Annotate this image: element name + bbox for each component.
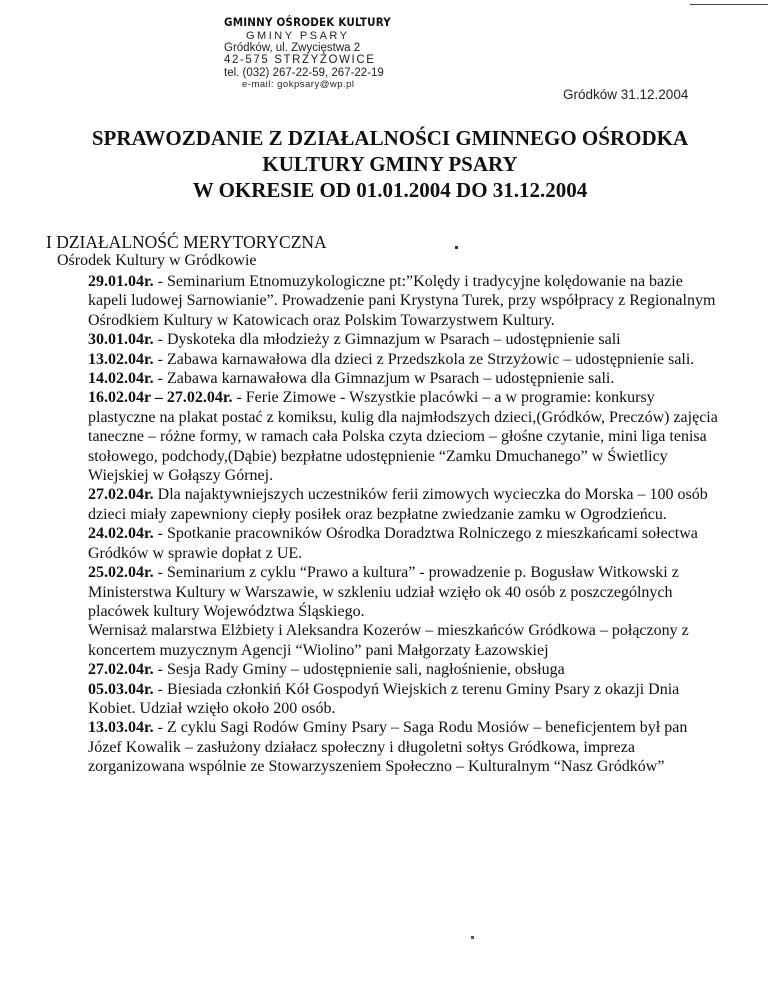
entry-date: 16.02.04r – 27.02.04r. [88, 389, 233, 407]
entry [88, 680, 718, 719]
entry [88, 272, 718, 330]
entry [88, 718, 718, 776]
report-title-line-1: SPRAWOZDANIE Z DZIAŁALNOŚCI GMINNEGO OŚRODKA [91, 126, 689, 150]
letterhead-phone: tel. (032) 267-22-59, 267-22-19 [224, 66, 384, 79]
section-subheading: Ośrodek Kultury w Gródkowie [57, 252, 257, 269]
entry [88, 369, 718, 388]
entry-date: 14.02.04r. [88, 370, 154, 388]
entry-date: 25.02.04r. [88, 564, 154, 582]
entry-date: 05.03.04r. [88, 680, 154, 698]
entry-text: - Seminarium Etnomuzykologiczne pt:”Kolędy i tradycyjne kolędowanie na bazie kapeli ludowej Sarnowianie”. Prowadzenie pani Krystyna Turek, przy współpracy z Regionalnym Ośrodkiem Kultury w Katowicach oraz Polskim Towarzystwem Kultury. [88, 273, 716, 329]
entry-text: - Spotkanie pracowników Ośrodka Doradztwa Rolniczego z mieszkańcami sołectwa Gródków w sprawie dopłat z UE. [88, 525, 698, 562]
entry-text: - Dyskoteka dla młodzieży z Gimnazjum w Psarach – udostępnienie sali [153, 331, 621, 349]
entry-date: 27.02.04r. [88, 486, 154, 504]
entry [88, 330, 718, 349]
entry-date: 30.01.04r. [88, 331, 154, 349]
entry [88, 660, 718, 679]
entry-date: 27.02.04r. [88, 661, 154, 679]
report-title [40, 125, 740, 203]
entry [88, 563, 718, 621]
letterhead-org-name: GMINNY OŚRODEK KULTURY [224, 15, 391, 29]
entry-text: Wernisaż malarstwa Elżbiety i Aleksandra Kozerów – mieszkańców Gródkowa – połączony z koncertem muzycznym Agencji “Wiolino” pani Małgorzaty Łazowskiej [88, 622, 689, 659]
letterhead-city: 42-575 STRZYŻOWICE [224, 54, 376, 66]
place-date: Gródków 31.12.2004 [563, 87, 689, 102]
section-heading: I DZIAŁALNOŚĆ MERYTORYCZNA [46, 232, 327, 252]
entry [88, 388, 718, 485]
letterhead [224, 17, 464, 90]
entry-text: - Seminarium z cyklu “Prawo a kultura” - prowadzenie p. Bogusław Witkowski z Ministerstwa Kultury w Warszawie, w szkleniu udział wzięło ok 40 osób z poszczególnych placówek kultury Województwa Śląskiego. [88, 564, 679, 620]
report-title-line-2: KULTURY GMINY PSARY [262, 152, 518, 176]
entry-text: - Ferie Zimowe - Wszystkie placówki – a w programie: konkursy plastyczne na plakat postać z komiksu, kulig dla najmłodszych dzieci,(Gródków, Preczów) zajęcia taneczne – różne formy, w ramach cała Polska czyta dzieciom – głośne czytanie, mini liga tenisa stołowego, podchody,(Dąbie) bezpłatne udostępnienie “Zamku Dmuchanego” w Świetlicy Wiejskiej w Gołąszy Górnej. [88, 389, 718, 485]
report-title-line-3: W OKRESIE OD 01.01.2004 DO 31.12.2004 [192, 178, 588, 202]
entry-text: - Biesiada członkiń Kół Gospodyń Wiejskich z terenu Gminy Psary z okazji Dnia Kobiet. Udział wzięło około 200 osób. [88, 680, 680, 717]
entry-text: - Zabawa karnawałowa dla Gimnazjum w Psarach – udostępnienie sali. [153, 370, 615, 388]
letterhead-email: e-mail: gokpsary@wp.pl [242, 79, 355, 90]
letterhead-street: Gródków, ul. Zwycięstwa 2 [224, 41, 361, 54]
entry [88, 621, 718, 660]
entry [88, 350, 718, 369]
top-edge-line [690, 4, 768, 5]
entry-date: 13.03.04r. [88, 719, 154, 737]
entry-text: - Z cyklu Sagi Rodów Gminy Psary – Saga Rodu Mosiów – beneficjentem był pan Józef Kowalik – zasłużony działacz społeczny i długoletni sołtys Gródkowa, impreza zorganizowana wspólnie ze Stowarzyszeniem Społeczno – Kulturalnym “Nasz Gródków” [88, 719, 688, 776]
letterhead-org-sub: GMINY PSARY [246, 29, 350, 42]
entry [88, 524, 718, 563]
entry-date: 13.02.04r. [88, 350, 154, 368]
entry-date: 29.01.04r. [88, 273, 154, 290]
entries-list [88, 272, 718, 777]
entry-date: 24.02.04r. [88, 525, 154, 543]
entry-text: - Zabawa karnawałowa dla dzieci z Przedszkola ze Strzyżowic – udostępnienie sali. [153, 350, 695, 368]
stray-dot [455, 246, 458, 249]
entry-text: Dla najaktywniejszych uczestników ferii zimowych wycieczka do Morska – 100 osób dzieci miały zapewniony ciepły posiłek oraz bezpłatne zwiedzanie zamku w Ogrodzieńcu. [88, 486, 708, 523]
stray-dot [471, 936, 474, 939]
entry-text: - Sesja Rady Gminy – udostępnienie sali, nagłośnienie, obsługa [153, 661, 565, 679]
entry [88, 485, 718, 524]
